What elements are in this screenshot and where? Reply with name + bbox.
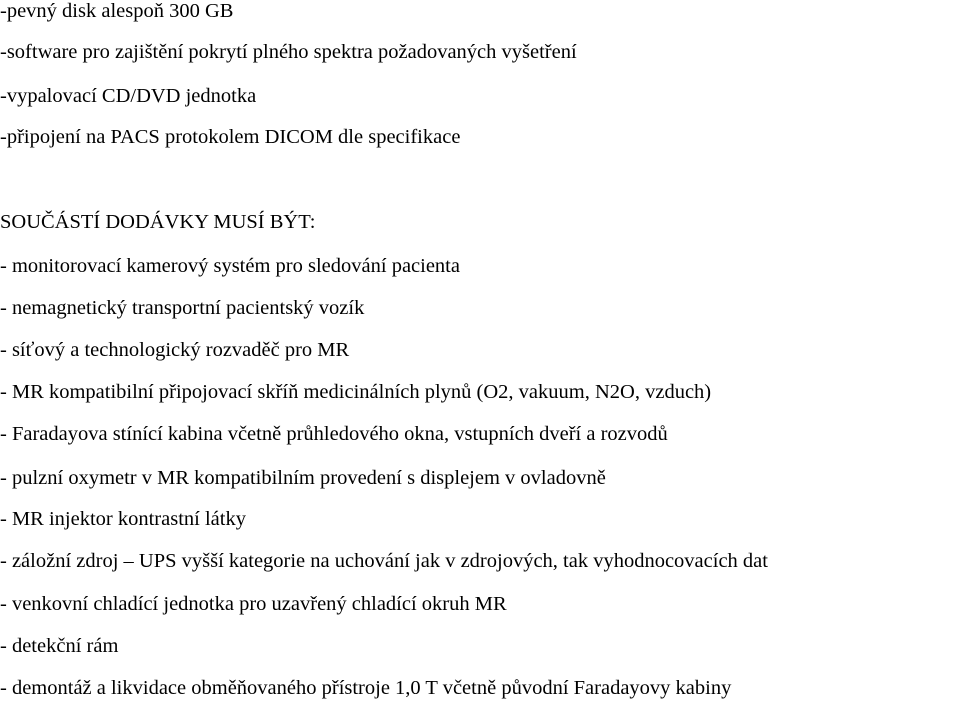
delivery-item: - monitorovací kamerový systém pro sledování pacienta: [0, 255, 460, 277]
hardware-item: -vypalovací CD/DVD jednotka: [0, 85, 257, 107]
hardware-item: -pevný disk alespoň 300 GB: [0, 0, 234, 22]
delivery-heading: SOUČÁSTÍ DODÁVKY MUSÍ BÝT:: [0, 211, 316, 233]
hardware-item: -software pro zajištění pokrytí plného spektra požadovaných vyšetření: [0, 41, 577, 63]
delivery-item: - venkovní chladící jednotka pro uzavřený chladící okruh MR: [0, 593, 507, 615]
delivery-item: - síťový a technologický rozvaděč pro MR: [0, 339, 350, 361]
delivery-item: - MR injektor kontrastní látky: [0, 508, 246, 530]
delivery-item: - nemagnetický transportní pacientský vozík: [0, 297, 365, 319]
delivery-item: - demontáž a likvidace obměňovaného přístroje 1,0 T včetně původní Faradayovy kabiny: [0, 677, 732, 699]
delivery-item: - detekční rám: [0, 635, 119, 657]
delivery-item: - záložní zdroj – UPS vyšší kategorie na uchování jak v zdrojových, tak vyhodnocovacích dat: [0, 550, 768, 572]
delivery-item: - MR kompatibilní připojovací skříň medicinálních plynů (O2, vakuum, N2O, vzduch): [0, 381, 712, 403]
hardware-item: -připojení na PACS protokolem DICOM dle specifikace: [0, 126, 461, 148]
delivery-item: - Faradayova stínící kabina včetně průhledového okna, vstupních dveří a rozvodů: [0, 423, 668, 445]
delivery-item: - pulzní oxymetr v MR kompatibilním provedení s displejem v ovladovně: [0, 467, 606, 489]
